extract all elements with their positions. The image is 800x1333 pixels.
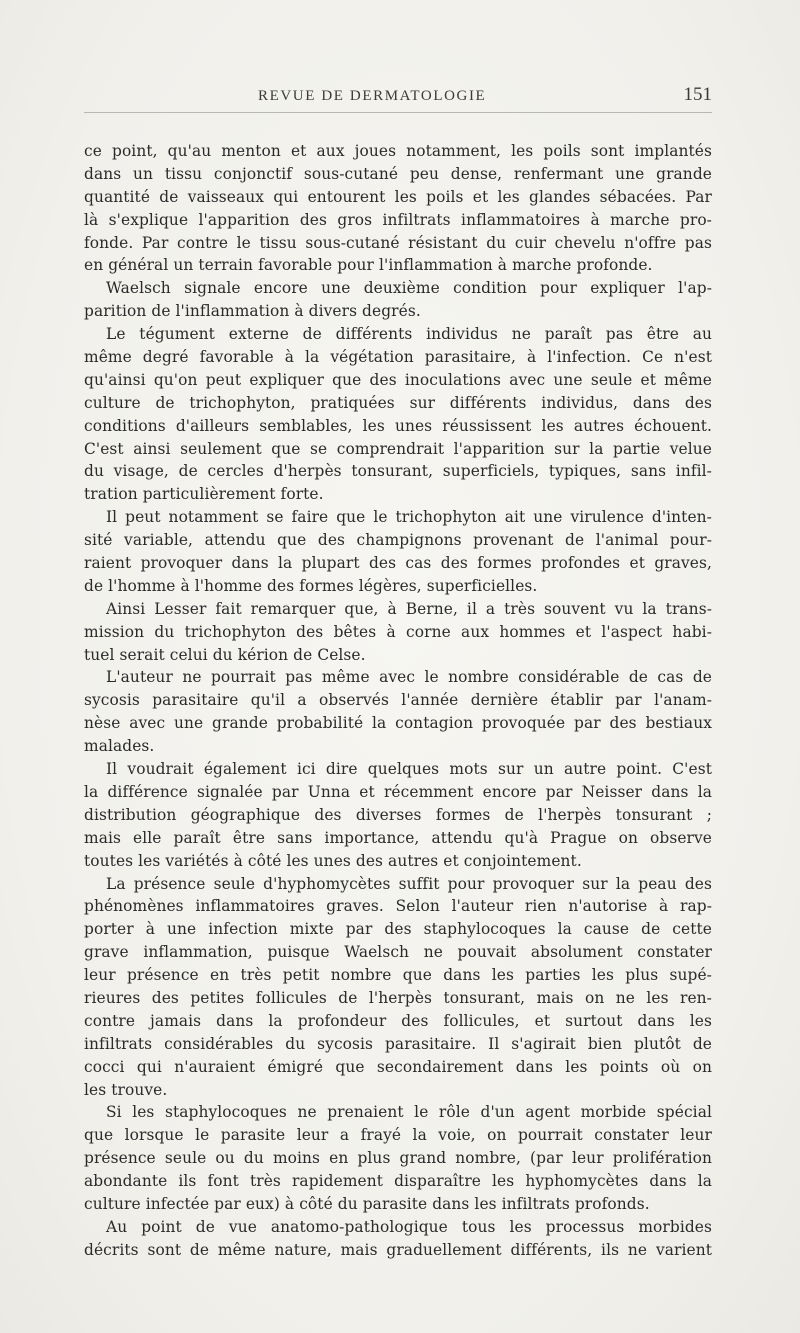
text-line: mission du trichophyton des bêtes à corne aux hommes et l'aspect habi- — [84, 622, 712, 641]
text-line: grave inflammation, puisque Waelsch ne pouvait absolument constater — [84, 943, 712, 962]
text-line: malades. — [84, 737, 155, 756]
text-line: tration particulièrement forte. — [84, 485, 324, 504]
text-line: La présence seule d'hyphomycètes suffit pour provoquer sur la peau des — [106, 874, 712, 893]
text-line: sité variable, attendu que des champignons provenant de l'animal pour- — [84, 531, 712, 550]
body-text — [84, 140, 712, 1262]
text-line: Le tégument externe de différents individus ne paraît pas être au — [106, 325, 712, 344]
text-line: cocci qui n'auraient émigré que secondairement dans les points où on — [84, 1057, 712, 1076]
text-line: Il peut notamment se faire que le trichophyton ait une virulence d'inten- — [106, 508, 712, 527]
text-line: toutes les variétés à côté les unes des autres et conjointement. — [84, 851, 582, 870]
text-line: nèse avec une grande probabilité la contagion provoquée par des bestiaux — [84, 714, 712, 733]
text-line: même degré favorable à la végétation parasitaire, à l'infection. Ce n'est — [84, 348, 712, 367]
text-line: Il voudrait également ici dire quelques mots sur un autre point. C'est — [106, 760, 712, 779]
text-line: Au point de vue anatomo-pathologique tous les processus morbides — [106, 1217, 712, 1236]
text-line: les trouve. — [84, 1080, 168, 1099]
text-line: la différence signalée par Unna et récemment encore par Neisser dans la — [84, 782, 712, 801]
running-title: REVUE DE DERMATOLOGIE — [258, 88, 487, 104]
text-line: du visage, de cercles d'herpès tonsurant, superficiels, typiques, sans infil- — [84, 462, 712, 481]
text-line: raient provoquer dans la plupart des cas des formes profondes et graves, — [84, 554, 712, 573]
text-line: culture de trichophyton, pratiquées sur différents individus, dans des — [84, 393, 712, 412]
text-line: L'auteur ne pourrait pas même avec le nombre considérable de cas de — [106, 668, 712, 687]
text-line: parition de l'inflammation à divers degrés. — [84, 302, 421, 321]
header-rule — [84, 112, 712, 113]
text-line: conditions d'ailleurs semblables, les unes réussissent les autres échouent. — [84, 416, 712, 435]
text-line: fonde. Par contre le tissu sous-cutané résistant du cuir chevelu n'offre pas — [84, 233, 712, 252]
text-line: abondante ils font très rapidement disparaître les hyphomycètes dans la — [84, 1172, 712, 1191]
text-line: tuel serait celui du kérion de Celse. — [84, 645, 366, 664]
text-line: porter à une infection mixte par des staphylocoques la cause de cette — [84, 920, 712, 939]
text-line: Si les staphylocoques ne prenaient le rôle d'un agent morbide spécial — [106, 1103, 712, 1122]
text-line: phénomènes inflammatoires graves. Selon l'auteur rien n'autorise à rap- — [84, 897, 712, 916]
text-line: contre jamais dans la profondeur des follicules, et surtout dans les — [84, 1011, 712, 1030]
text-line: C'est ainsi seulement que se comprendrait l'apparition sur la partie velue — [84, 439, 712, 458]
text-line: que lorsque le parasite leur a frayé la voie, on pourrait constater leur — [84, 1126, 712, 1145]
text-line: en général un terrain favorable pour l'inflammation à marche profonde. — [84, 256, 653, 275]
text-line: qu'ainsi qu'on peut expliquer que des inoculations avec une seule et même — [84, 370, 712, 389]
text-line: ce point, qu'au menton et aux joues notamment, les poils sont implantés — [84, 142, 712, 160]
text-line: présence seule ou du moins en plus grand nombre, (par leur prolifération — [84, 1149, 712, 1168]
text-line: distribution géographique des diverses formes de l'herpès tonsurant ; — [84, 805, 712, 824]
text-line: culture infectée par eux) à côté du parasite dans les infiltrats profonds. — [84, 1194, 650, 1213]
text-line: de l'homme à l'homme des formes légères, superficielles. — [84, 576, 538, 595]
text-line: quantité de vaisseaux qui entourent les poils et les glandes sébacées. Par — [84, 187, 712, 206]
text-line: décrits sont de même nature, mais graduellement différents, ils ne varient — [84, 1240, 712, 1259]
text-line: mais elle paraît être sans importance, attendu qu'à Prague on observe — [84, 828, 712, 847]
page-number: 151 — [683, 84, 712, 105]
text-line: leur présence en très petit nombre que dans les parties les plus supé- — [84, 966, 712, 985]
text-line: infiltrats considérables du sycosis parasitaire. Il s'agirait bien plutôt de — [84, 1034, 712, 1053]
text-line: dans un tissu conjonctif sous-cutané peu dense, renfermant une grande — [84, 164, 712, 183]
text-line: sycosis parasitaire qu'il a observés l'année dernière établir par l'anam- — [84, 691, 712, 710]
text-line: Ainsi Lesser fait remarquer que, à Berne, il a très souvent vu la trans- — [106, 599, 712, 618]
text-line: Waelsch signale encore une deuxième condition pour expliquer l'ap- — [106, 279, 712, 298]
text-line: là s'explique l'apparition des gros infiltrats inflammatoires à marche pro- — [84, 210, 712, 229]
text-line: rieures des petites follicules de l'herpès tonsurant, mais on ne les ren- — [84, 988, 712, 1007]
